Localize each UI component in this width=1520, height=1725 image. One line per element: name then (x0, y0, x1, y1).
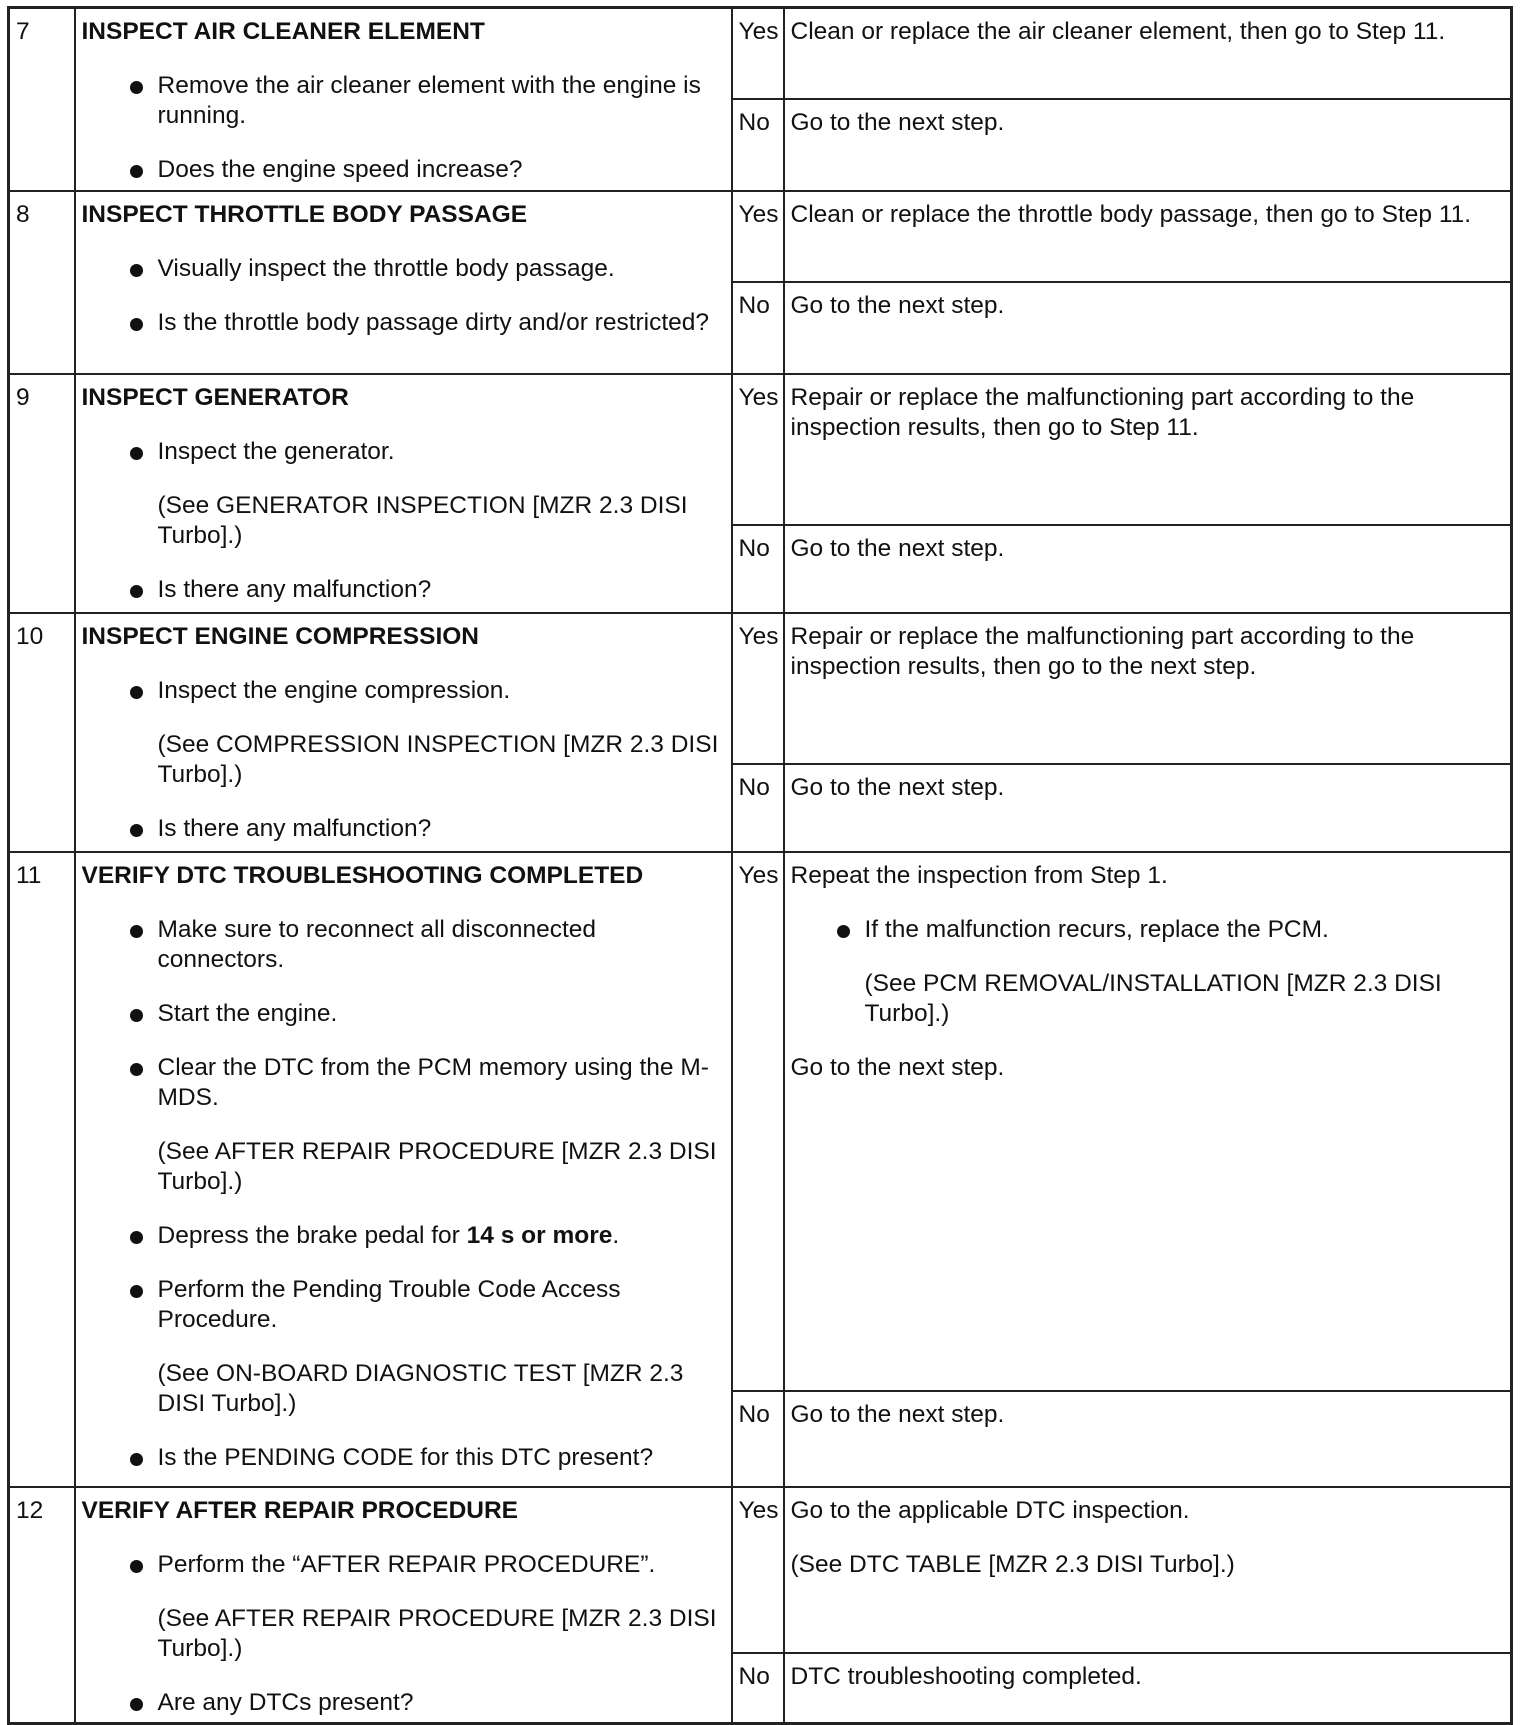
yes-action-item-text: If the malfunction recurs, replace the PCM. (864, 915, 1329, 943)
procedure-item: Make sure to reconnect all disconnected connectors. (82, 915, 725, 975)
procedure-item-text: Depress the brake pedal for (157, 1221, 467, 1249)
yes-action (784, 1487, 1512, 1653)
no-action: Go to the next step. (784, 764, 1512, 852)
yes-action-text: Go to the applicable DTC inspection. (790, 1496, 1190, 1524)
no-label: No (732, 1653, 784, 1723)
brake-duration: 14 s or more (466, 1221, 613, 1249)
step-title: INSPECT AIR CLEANER ELEMENT (81, 18, 485, 45)
procedure-item (82, 1550, 725, 1664)
procedure-item: Are any DTCs present? (82, 1688, 725, 1718)
yes-label: Yes (732, 852, 784, 1391)
procedure-item-text: Perform the “AFTER REPAIR PROCEDURE”. (157, 1550, 656, 1578)
no-action: DTC troubleshooting completed. (784, 1653, 1512, 1723)
procedure-item-text: Perform the Pending Trouble Code Access Procedure. (157, 1275, 621, 1333)
no-label: No (732, 282, 784, 374)
yes-action-after: Go to the next step. (790, 1053, 1005, 1081)
step-number: 10 (9, 613, 75, 852)
step-number: 9 (9, 374, 75, 613)
step-title: INSPECT THROTTLE BODY PASSAGE (81, 200, 528, 228)
yes-action: Clean or replace the throttle body passage, then go to Step 11. (784, 191, 1512, 282)
procedure-item-text: Clear the DTC from the PCM memory using the M-MDS. (157, 1053, 709, 1111)
step-title: VERIFY AFTER REPAIR PROCEDURE (81, 1496, 519, 1524)
procedure-item: Is there any malfunction? (82, 575, 725, 605)
troubleshooting-table (7, 6, 1513, 1725)
no-action: Go to the next step. (784, 99, 1512, 191)
step-number: 11 (9, 852, 75, 1487)
no-action: Go to the next step. (784, 1391, 1512, 1487)
procedure-item: Start the engine. (82, 999, 725, 1029)
step-procedure (75, 852, 732, 1487)
reference-link: (See AFTER REPAIR PROCEDURE [MZR 2.3 DISI Turbo].) (157, 1137, 717, 1195)
procedure-item: Is the PENDING CODE for this DTC present? (82, 1443, 725, 1473)
reference-link: (See PCM REMOVAL/INSTALLATION [MZR 2.3 DISI Turbo].) (864, 969, 1442, 1027)
no-label: No (732, 1391, 784, 1487)
procedure-item-text: Inspect the generator. (157, 437, 395, 465)
procedure-item: Remove the air cleaner element with the engine is running. (82, 71, 725, 131)
yes-label: Yes (732, 613, 784, 764)
procedure-item: Does the engine speed increase? (82, 155, 725, 185)
procedure-item (82, 676, 725, 790)
yes-action: Repair or replace the malfunctioning part according to the inspection results, then go to Step 11. (784, 374, 1512, 525)
reference-link: (See DTC TABLE [MZR 2.3 DISI Turbo].) (790, 1550, 1235, 1578)
procedure-item-end: . (612, 1221, 620, 1249)
procedure-item (82, 1053, 725, 1197)
step-procedure (75, 374, 732, 613)
no-label: No (732, 525, 784, 613)
reference-link: (See ON-BOARD DIAGNOSTIC TEST [MZR 2.3 DISI Turbo].) (157, 1359, 684, 1417)
no-label: No (732, 764, 784, 852)
step-title: VERIFY DTC TROUBLESHOOTING COMPLETED (81, 861, 644, 889)
yes-action (784, 852, 1512, 1391)
step-row-10 (9, 613, 1512, 764)
yes-label: Yes (732, 191, 784, 282)
step-procedure (75, 8, 732, 191)
yes-label: Yes (732, 374, 784, 525)
procedure-item (82, 437, 725, 551)
yes-action-intro: Repeat the inspection from Step 1. (790, 861, 1168, 889)
step-row-9 (9, 374, 1512, 525)
step-title: INSPECT GENERATOR (81, 383, 349, 411)
step-number: 7 (9, 8, 75, 191)
yes-label: Yes (732, 1487, 784, 1653)
step-title: INSPECT ENGINE COMPRESSION (81, 622, 480, 650)
procedure-item (82, 1275, 725, 1419)
procedure-item: Visually inspect the throttle body passage. (82, 254, 725, 284)
step-row-7 (9, 8, 1512, 99)
step-procedure (75, 1487, 732, 1724)
procedure-item: Is there any malfunction? (82, 814, 725, 844)
yes-action-item (791, 915, 1505, 1029)
step-procedure (75, 613, 732, 852)
step-procedure (75, 191, 732, 374)
yes-action: Clean or replace the air cleaner element, then go to Step 11. (784, 8, 1512, 99)
yes-action: Repair or replace the malfunctioning part according to the inspection results, then go to the next step. (784, 613, 1512, 764)
step-number: 8 (9, 191, 75, 374)
no-label: No (732, 99, 784, 191)
reference-link: (See AFTER REPAIR PROCEDURE [MZR 2.3 DISI Turbo].) (157, 1604, 717, 1662)
reference-link: (See GENERATOR INSPECTION [MZR 2.3 DISI Turbo].) (157, 491, 688, 549)
reference-link: (See COMPRESSION INSPECTION [MZR 2.3 DISI Turbo].) (157, 730, 719, 788)
yes-label: Yes (732, 8, 784, 99)
step-number: 12 (9, 1487, 75, 1724)
step-row-8 (9, 191, 1512, 282)
step-row-12 (9, 1487, 1512, 1653)
procedure-item-text: Inspect the engine compression. (157, 676, 511, 704)
procedure-item (82, 1221, 725, 1251)
procedure-item: Is the throttle body passage dirty and/or restricted? (82, 308, 725, 338)
no-action: Go to the next step. (784, 282, 1512, 374)
step-row-11 (9, 852, 1512, 1391)
no-action: Go to the next step. (784, 525, 1512, 613)
